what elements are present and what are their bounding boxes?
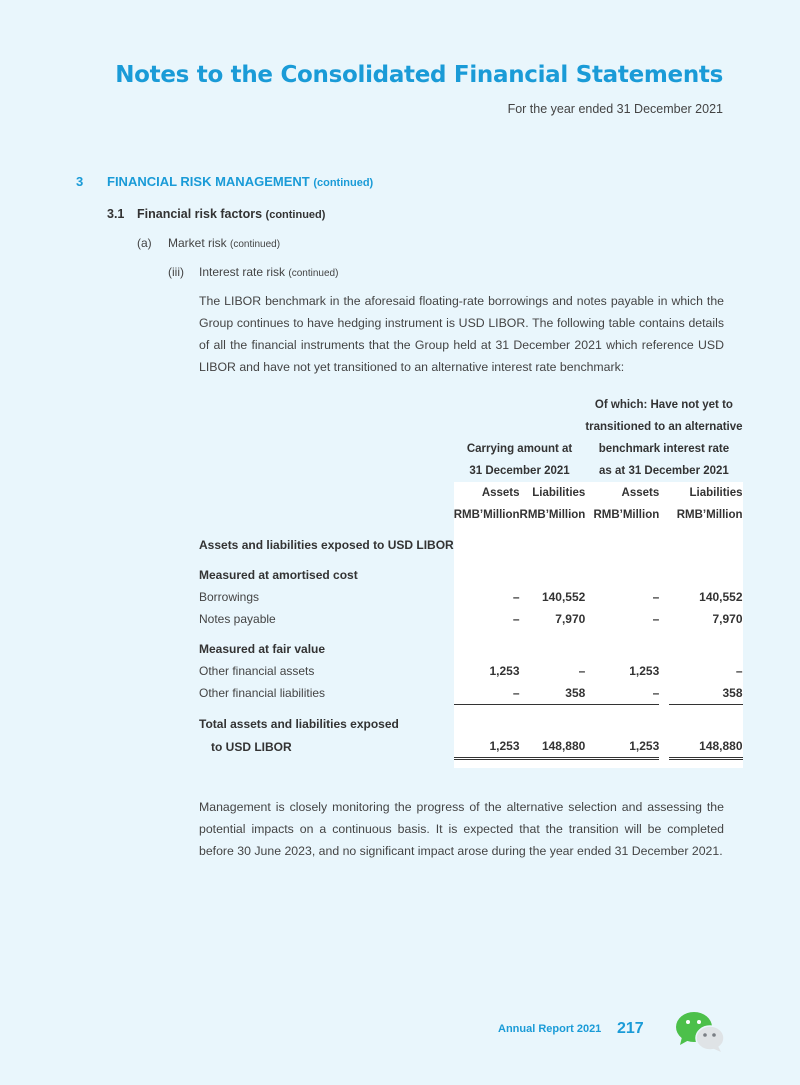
cell: 358 bbox=[520, 682, 586, 705]
cell: – bbox=[652, 590, 660, 604]
item-iii-title-text: Interest rate risk bbox=[199, 265, 286, 279]
item-a-title-text: Market risk bbox=[168, 236, 227, 250]
cell: – bbox=[585, 682, 659, 705]
subsection-continued: (continued) bbox=[265, 209, 326, 221]
unit-4: RMB’Million bbox=[676, 509, 743, 521]
col-liabilities-1: Liabilities bbox=[532, 487, 586, 499]
intro-paragraph: The LIBOR benchmark in the aforesaid floating-rate borrowings and notes payable in which the Group continues to have hedging instrument is USD LIBOR. The following table contains details of all the financial instruments that the Group held at 31 December 2021 which reference USD LIBOR and have not yet transitioned to an alternative interest rate benchmark: bbox=[199, 294, 724, 374]
row-label: Other financial assets bbox=[196, 660, 454, 682]
section-continued: (continued) bbox=[313, 177, 374, 189]
cell: 358 bbox=[669, 682, 743, 705]
unit-2: RMB’Million bbox=[519, 509, 586, 521]
cell: 1,253 bbox=[489, 664, 520, 678]
cell: 1,253 bbox=[629, 664, 660, 678]
header-not-transitioned-line4: as at 31 December 2021 bbox=[599, 465, 729, 477]
cell: – bbox=[735, 664, 743, 678]
section-title bbox=[107, 174, 373, 189]
item-iii-continued: (continued) bbox=[288, 268, 339, 279]
item-a-continued: (continued) bbox=[230, 239, 281, 250]
item-iii-title bbox=[199, 265, 338, 279]
page-number: 217 bbox=[617, 1020, 644, 1037]
total-label-line1: Total assets and liabilities exposed bbox=[196, 713, 454, 735]
cell: 7,970 bbox=[555, 612, 586, 626]
amortised-cost-label: Measured at amortised cost bbox=[196, 564, 454, 586]
header-carrying-amount-line2: 31 December 2021 bbox=[469, 465, 570, 477]
col-assets-2: Assets bbox=[621, 487, 660, 499]
unit-3: RMB’Million bbox=[593, 509, 660, 521]
cell: 140,552 bbox=[699, 590, 743, 604]
total-cell: 1,253 bbox=[585, 735, 659, 759]
closing-paragraph: Management is closely monitoring the progress of the alternative selection and assessing the potential impacts on a continuous basis. It is expected that the transition will be completed before 30 June 2023, and no significant impact arose during the year ended 31 December 2021. bbox=[199, 800, 724, 858]
total-cell: 1,253 bbox=[454, 735, 520, 759]
header-not-transitioned-line2: transitioned to an alternative bbox=[585, 421, 743, 433]
cell: – bbox=[454, 682, 520, 705]
section-label: Assets and liabilities exposed to USD LIBOR bbox=[196, 534, 454, 556]
row-label: Borrowings bbox=[196, 586, 454, 608]
page-subtitle: For the year ended 31 December 2021 bbox=[507, 102, 723, 116]
header-not-transitioned-line3: benchmark interest rate bbox=[598, 443, 730, 455]
col-liabilities-2: Liabilities bbox=[689, 487, 743, 499]
item-a-title bbox=[168, 236, 280, 250]
table-row bbox=[196, 660, 743, 682]
unit-1: RMB’Million bbox=[453, 509, 520, 521]
footer-report-name: Annual Report 2021 bbox=[498, 1023, 602, 1035]
cell: 140,552 bbox=[541, 590, 586, 604]
cell: – bbox=[512, 612, 520, 626]
row-label: Other financial liabilities bbox=[196, 682, 454, 705]
table-row bbox=[196, 682, 743, 705]
total-cell: 148,880 bbox=[669, 735, 743, 759]
section-title-text: FINANCIAL RISK MANAGEMENT bbox=[107, 174, 310, 189]
total-label-line2: to USD LIBOR bbox=[196, 735, 454, 759]
item-iii-number: (iii) bbox=[168, 265, 184, 279]
item-a-number: (a) bbox=[137, 236, 152, 250]
table-row bbox=[196, 608, 743, 630]
subsection-number: 3.1 bbox=[107, 207, 125, 221]
total-row bbox=[196, 735, 743, 759]
cell: – bbox=[578, 664, 586, 678]
cell: – bbox=[652, 612, 660, 626]
section-number: 3 bbox=[76, 174, 84, 189]
page-title: Notes to the Consolidated Financial Statements bbox=[115, 62, 723, 88]
cell: – bbox=[512, 590, 520, 604]
wechat-icon bbox=[674, 1010, 726, 1052]
cell: 7,970 bbox=[712, 612, 743, 626]
row-label: Notes payable bbox=[196, 608, 454, 630]
header-not-transitioned-line1: Of which: Have not yet to bbox=[594, 399, 733, 411]
table-row bbox=[196, 586, 743, 608]
subsection-title-text: Financial risk factors bbox=[137, 207, 263, 221]
col-assets-1: Assets bbox=[481, 487, 520, 499]
subsection-title bbox=[137, 207, 325, 221]
total-cell: 148,880 bbox=[520, 735, 586, 759]
libor-exposure-table bbox=[196, 394, 743, 768]
fair-value-label: Measured at fair value bbox=[196, 638, 454, 660]
header-carrying-amount-line1: Carrying amount at bbox=[466, 443, 573, 455]
